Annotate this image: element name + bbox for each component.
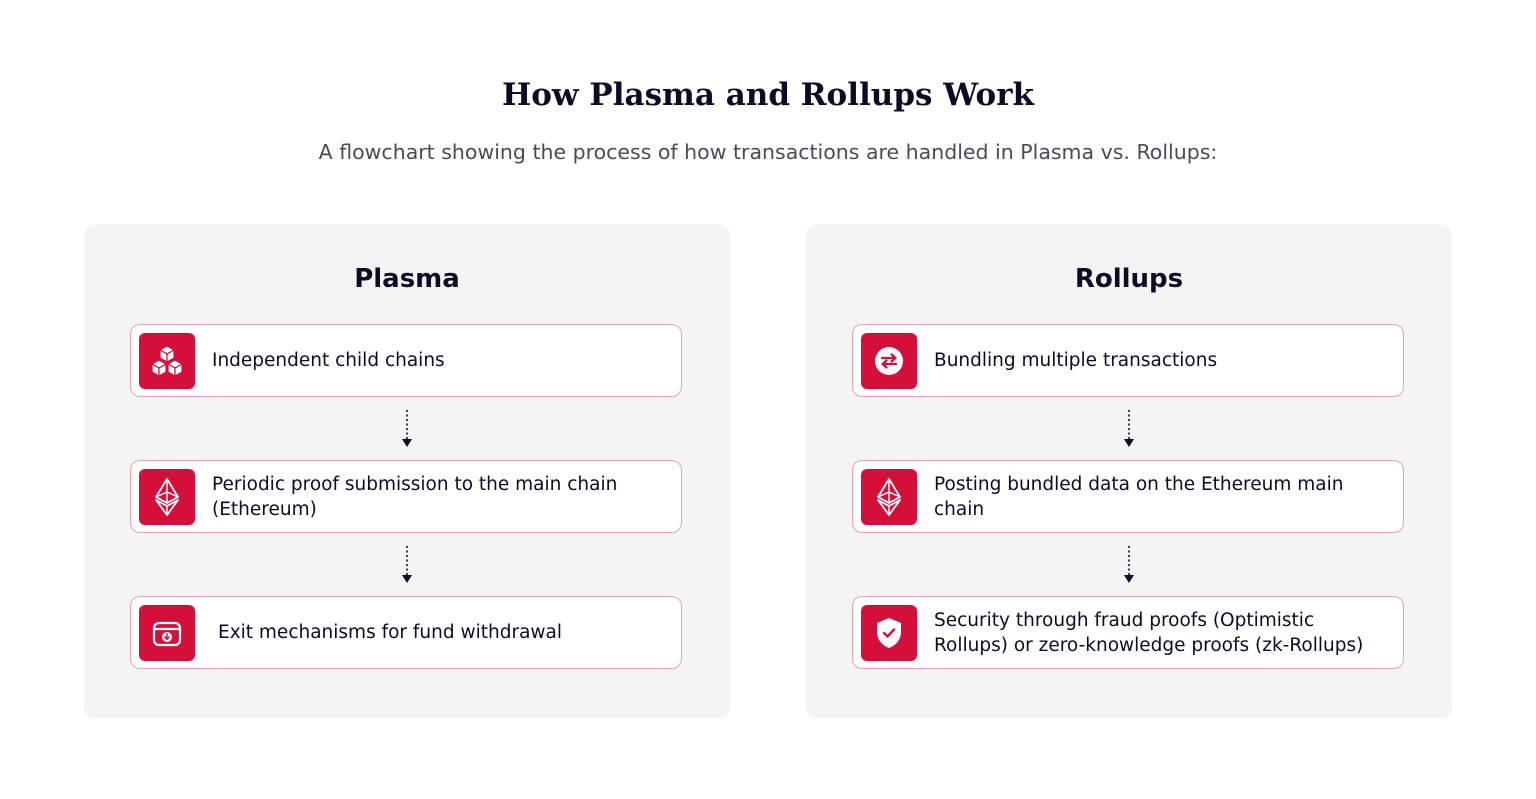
rollups-panel-title: Rollups [1074, 264, 1184, 294]
rollups-step-security-proofs [852, 596, 1404, 669]
flow-arrow-down-icon [400, 545, 414, 585]
step-label: Posting bundled data on the Ethereum main chain [934, 473, 1344, 520]
step-label: Periodic proof submission to the main chain (Ethereum) [212, 473, 618, 520]
page-subtitle: A flowchart showing the process of how transactions are handled in Plasma vs. Rollups: [318, 140, 1218, 164]
rollups-panel [806, 224, 1452, 719]
rollups-step-posting-data [852, 460, 1404, 533]
plasma-panel [84, 224, 730, 719]
blocks-icon [139, 333, 195, 389]
wallet-withdraw-icon [139, 605, 195, 661]
step-label: Independent child chains [212, 350, 445, 371]
plasma-panel-title: Plasma [354, 264, 460, 294]
shield-check-icon [861, 605, 917, 661]
ethereum-icon [139, 469, 195, 525]
step-label: Bundling multiple transactions [934, 350, 1218, 371]
exchange-arrows-icon [861, 333, 917, 389]
flow-arrow-down-icon [400, 409, 414, 449]
plasma-step-proof-submission [130, 460, 682, 533]
step-label: Security through fraud proofs (Optimistic Rollups) or zero-knowledge proofs (zk-Rollups) [934, 609, 1364, 656]
plasma-step-exit-mechanisms [130, 596, 682, 669]
page-title: How Plasma and Rollups Work [501, 77, 1035, 113]
flow-arrow-down-icon [1122, 409, 1136, 449]
ethereum-icon [861, 469, 917, 525]
flow-arrow-down-icon [1122, 545, 1136, 585]
plasma-step-child-chains [130, 324, 682, 397]
step-label: Exit mechanisms for fund withdrawal [218, 622, 563, 643]
rollups-step-bundling [852, 324, 1404, 397]
